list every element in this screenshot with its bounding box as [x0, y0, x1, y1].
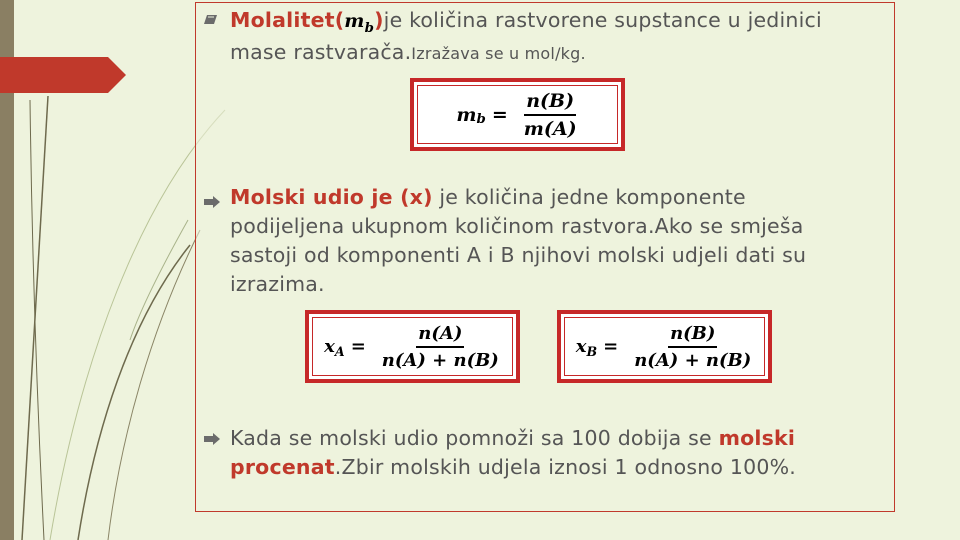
equals: = — [603, 336, 619, 357]
deco-curve-6 — [130, 220, 188, 340]
lhs-sub: A — [334, 344, 345, 359]
formula-xa-expr — [324, 323, 501, 371]
lhs-sub: b — [476, 112, 486, 127]
lhs: m — [456, 103, 477, 126]
denominator: n(A) + n(B) — [634, 349, 752, 371]
mole-percent-intro: Kada se molski udio pomnoži sa 100 dobija se — [230, 426, 719, 450]
formula-molality-expr — [456, 90, 578, 140]
numerator: n(B) — [524, 90, 576, 116]
term-mole-fraction: Molski udio je (x) — [230, 185, 433, 209]
formula-xa — [305, 310, 520, 383]
equals: = — [350, 336, 366, 357]
arrow-icon — [203, 432, 221, 446]
fraction — [522, 90, 579, 140]
molality-definition-cont: mase rastvarača. — [230, 40, 412, 64]
fraction — [632, 323, 753, 371]
equals: = — [491, 103, 508, 126]
bullet-molality — [230, 6, 822, 68]
mole-percent-sum: .Zbir molskih udjela iznosi 1 odnosno 100%. — [334, 455, 797, 479]
deco-curve-2 — [30, 100, 44, 540]
bullet-mole-fraction — [230, 183, 806, 299]
denominator: n(A) + n(B) — [381, 349, 499, 371]
pen-icon — [203, 12, 221, 26]
bullet-molality-line2 — [230, 38, 822, 68]
numerator: n(B) — [668, 323, 717, 348]
denominator: m(A) — [523, 117, 577, 140]
red-tab — [0, 57, 126, 93]
bullet-mole-percent-line1 — [230, 424, 796, 453]
term-molski: molski — [718, 426, 796, 450]
numerator: n(A) — [416, 323, 464, 348]
term-symbol — [344, 10, 375, 36]
fraction — [380, 323, 501, 371]
term-close: ) — [374, 8, 384, 32]
term-molality: Molalitet( — [230, 8, 345, 32]
lhs: x — [575, 336, 587, 357]
deco-curve-5 — [108, 230, 200, 540]
molality-units: Izražava se u mol/kg. — [411, 44, 586, 63]
symbol-sub-b: b — [364, 21, 375, 36]
bullet-mole-fraction-line4: izrazima. — [230, 272, 325, 296]
formula-xb-expr — [576, 323, 754, 371]
bullet-mole-fraction-line3: sastoji od komponenti A i B njihovi molski udjeli dati su — [230, 243, 807, 267]
formula-molality — [410, 78, 625, 151]
formula-xb — [557, 310, 772, 383]
mole-fraction-def: je količina jedne komponente — [432, 185, 746, 209]
bullet-molality-line1 — [230, 6, 822, 38]
symbol-m: m — [344, 10, 365, 32]
arrow-icon — [203, 195, 221, 209]
molality-definition: je količina rastvorene supstance u jedinici — [383, 8, 822, 32]
lhs-sub: B — [586, 344, 598, 359]
bullet-mole-fraction-line1 — [230, 183, 806, 212]
lhs: x — [324, 336, 335, 357]
term-procenat: procenat — [230, 455, 335, 479]
bullet-mole-percent — [230, 424, 796, 482]
bullet-mole-fraction-line2: podijeljena ukupnom količinom rastvora.Ako se smješa — [230, 214, 804, 238]
bullet-mole-percent-line2 — [230, 453, 796, 482]
